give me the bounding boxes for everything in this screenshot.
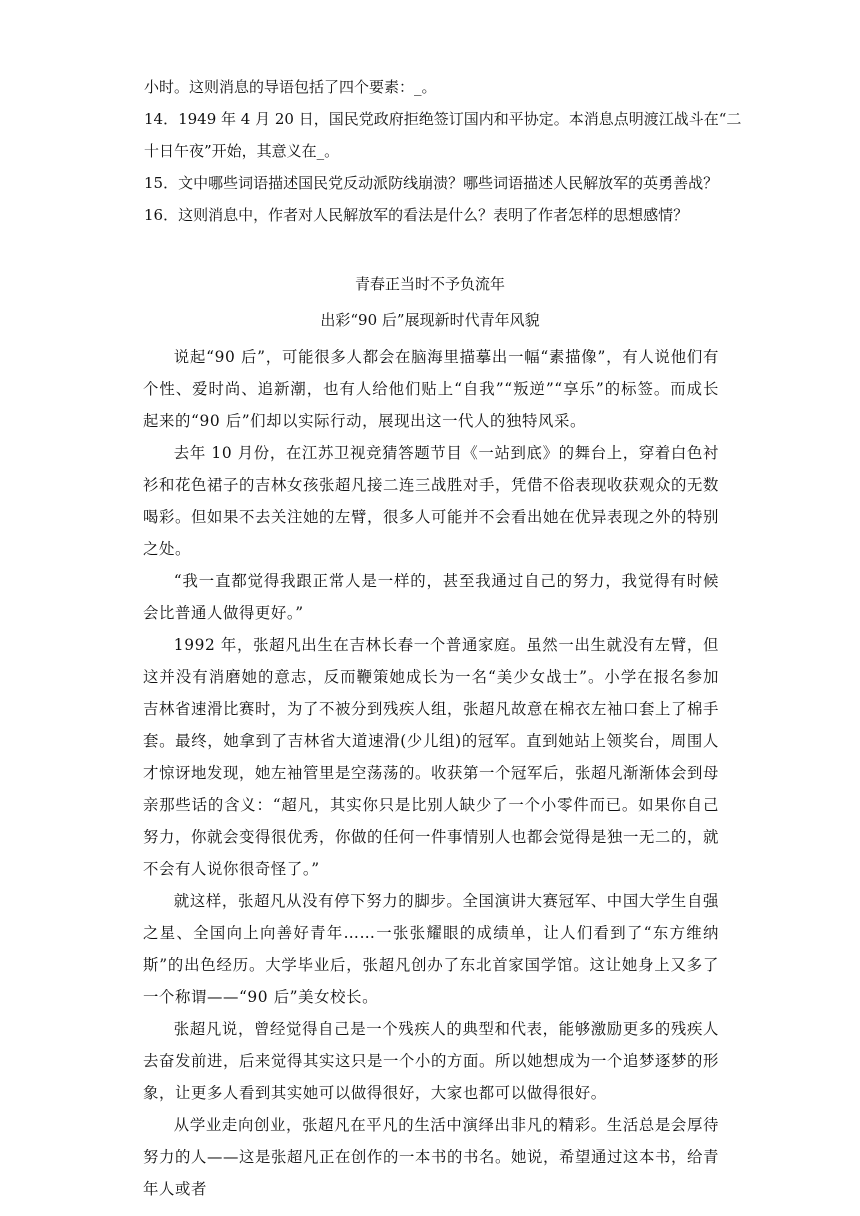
article-body (143, 341, 719, 1205)
article-paragraph-6: 张超凡说，曾经觉得自己是一个残疾人的典型和代表，能够激励更多的残疾人去奋发前进，后来觉得其实这只是一个小的方面。所以她想成为一个追梦逐梦的形象，让更多人看到其实她可以做得很好，大家也都可以做得很好。 (143, 1020, 719, 1102)
question-14: 14．1949 年 4 月 20 日，国民党政府拒绝签订国内和平协定。本消息点明渡江战斗在“二 (144, 110, 742, 128)
question-14-continued: 十日午夜”开始，其意义在_。 (144, 142, 340, 160)
question-13-tail: 小时。这则消息的导语包括了四个要素：_。 (144, 78, 437, 96)
article-paragraph-5: 就这样，张超凡从没有停下努力的脚步。全国演讲大赛冠军、中国大学生自强之星、全国向上向善好青年……一张张耀眼的成绩单，让人们看到了“东方维纳斯”的出色经历。大学毕业后，张超凡创办了东北首家国学馆。这让她身上又多了一个称谓——“90 后”美女校长。 (143, 892, 719, 1006)
question-15: 15．文中哪些词语描述国民党反动派防线崩溃？哪些词语描述人民解放军的英勇善战？ (144, 174, 719, 192)
article-title: 青春正当时不予负流年 (354, 275, 505, 293)
article-paragraph-3: “我一直都觉得我跟正常人是一样的，甚至我通过自己的努力，我觉得有时候会比普通人做得更好。” (143, 572, 719, 622)
article-paragraph-4: 1992 年，张超凡出生在吉林长春一个普通家庭。虽然一出生就没有左臂，但这并没有消磨她的意志，反而鞭策她成长为一名“美少女战士”。小学在报名参加吉林省速滑比赛时，为了不被分到残疾人组，张超凡故意在棉衣左袖口套上了棉手套。最终，她拿到了吉林省大道速滑(少儿组)的冠军。直到她站上领奖台，周围人才惊讶地发现，她左袖管里是空荡荡的。收获第一个冠军后，张超凡渐渐体会到母亲那些话的含义：“超凡，其实你只是比别人缺少了一个小零件而已。如果你自己努力，你就会变得很优秀，你做的任何一件事情别人也都会觉得是独一无二的，就不会有人说你很奇怪了。” (143, 636, 719, 878)
question-section (144, 71, 742, 231)
article-subtitle: 出彩“90 后”展现新时代青年风貌 (320, 311, 540, 329)
question-16: 16．这则消息中，作者对人民解放军的看法是什么？表明了作者怎样的思想感情？ (144, 206, 689, 224)
article-paragraph-7: 从学业走向创业，张超凡在平凡的生活中演绎出非凡的精彩。生活总是会厚待努力的人——这是张超凡正在创作的一本书的书名。她说，希望通过这本书，给青年人或者 (143, 1116, 719, 1198)
article-paragraph-2: 去年 10 月份，在江苏卫视竞猜答题节目《一站到底》的舞台上，穿着白色衬衫和花色裙子的吉林女孩张超凡接二连三战胜对手，凭借不俗表现收获观众的无数喝彩。但如果不去关注她的左臂，很多人可能并不会看出她在优异表现之外的特别之处。 (143, 444, 719, 558)
article-paragraph-1: 说起“90 后”，可能很多人都会在脑海里描摹出一幅“素描像”，有人说他们有个性、爱时尚、追新潮，也有人给他们贴上“自我”“叛逆”“享乐”的标签。而成长起来的“90 后”们却以实际行动，展现出这一代人的独特风采。 (143, 348, 719, 430)
